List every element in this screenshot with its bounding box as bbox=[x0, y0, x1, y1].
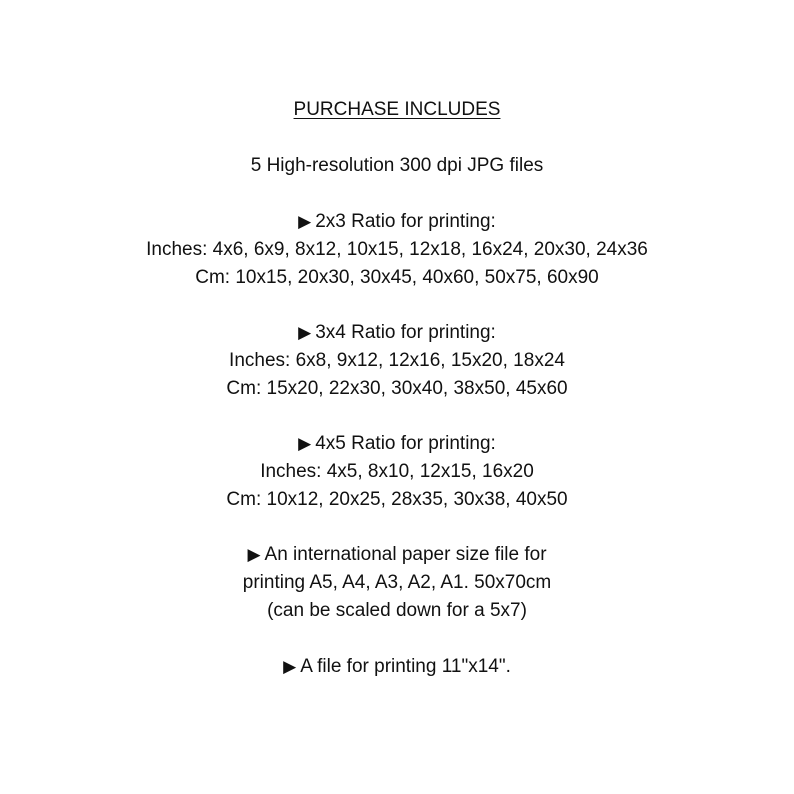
section-2x3-cm: Cm: 10x15, 20x30, 30x45, 40x60, 50x75, 60x90 bbox=[195, 267, 599, 288]
play-arrow-icon: ▶ bbox=[283, 657, 297, 676]
section-title-text: 3x4 Ratio for printing: bbox=[315, 322, 496, 343]
files-description: 5 High-resolution 300 dpi JPG files bbox=[250, 155, 544, 176]
section-11x14-title bbox=[0, 653, 794, 681]
section-3x4-title bbox=[0, 319, 794, 347]
section-international-sizes: printing A5, A4, A3, A2, A1. 50x70cm bbox=[242, 572, 552, 593]
section-title-text: 4x5 Ratio for printing: bbox=[315, 433, 496, 454]
section-4x5-inches: Inches: 4x5, 8x10, 12x15, 16x20 bbox=[260, 461, 534, 482]
section-2x3-title bbox=[0, 208, 794, 236]
play-arrow-icon: ▶ bbox=[247, 545, 261, 564]
section-2x3-inches: Inches: 4x6, 6x9, 8x12, 10x15, 12x18, 16x24, 20x30, 24x36 bbox=[146, 239, 648, 260]
section-international-note: (can be scaled down for a 5x7) bbox=[267, 600, 527, 621]
section-title-text: 2x3 Ratio for printing: bbox=[315, 211, 496, 232]
section-title-text: A file for printing 11"x14". bbox=[300, 656, 511, 677]
section-3x4-cm: Cm: 15x20, 22x30, 30x40, 38x50, 45x60 bbox=[226, 378, 568, 399]
play-arrow-icon: ▶ bbox=[298, 323, 312, 342]
purchase-includes-heading: PURCHASE INCLUDES bbox=[293, 99, 501, 120]
section-title-text: An international paper size file for bbox=[264, 544, 547, 565]
section-3x4-inches: Inches: 6x8, 9x12, 12x16, 15x20, 18x24 bbox=[229, 350, 565, 371]
section-4x5-title bbox=[0, 430, 794, 458]
play-arrow-icon: ▶ bbox=[298, 212, 312, 231]
section-international-title bbox=[0, 541, 794, 569]
section-4x5-cm: Cm: 10x12, 20x25, 28x35, 30x38, 40x50 bbox=[226, 489, 568, 510]
play-arrow-icon: ▶ bbox=[298, 434, 312, 453]
